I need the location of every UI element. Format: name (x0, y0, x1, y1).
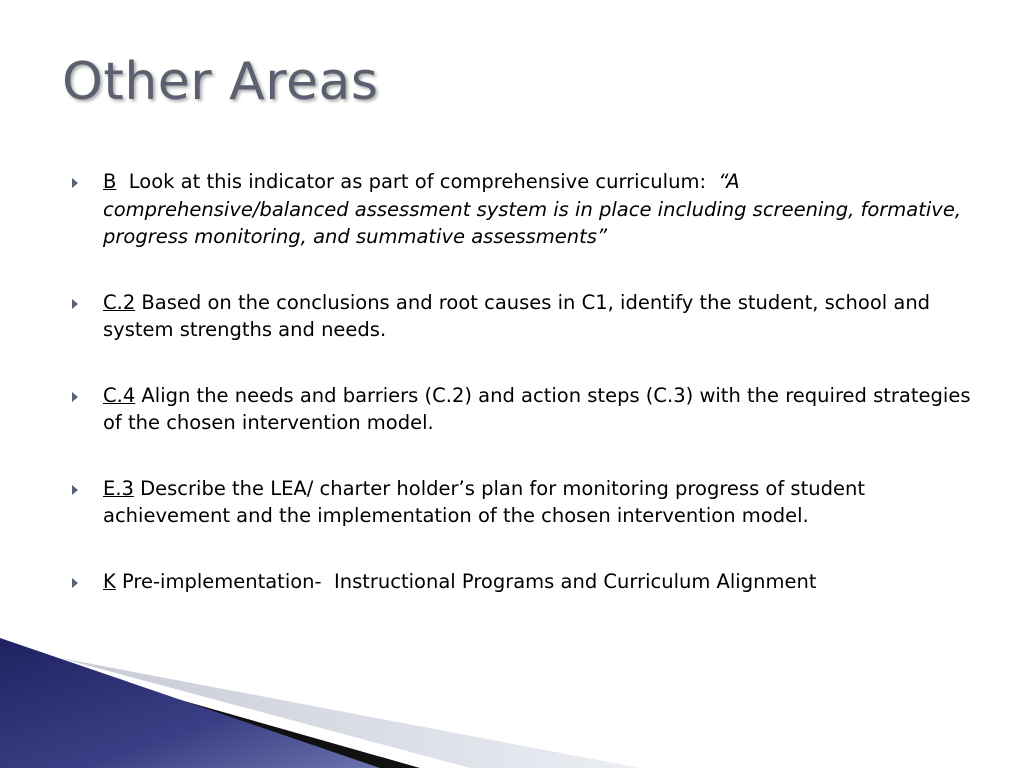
triangle-bullet-icon (72, 485, 78, 495)
bullet-code: E.3 (103, 476, 134, 500)
triangle-bullet-icon (72, 299, 78, 309)
triangle-bullet-icon (72, 392, 78, 402)
bullet-item-c4 (72, 382, 972, 437)
bullet-list (72, 168, 972, 633)
bullet-text: Based on the conclusions and root causes in C1, identify the student, school and system strengths and needs. (103, 290, 931, 341)
bullet-code: C.4 (103, 383, 136, 407)
bullet-text: Look at this indicator as part of comprehensive curriculum: (116, 170, 719, 193)
bullet-text: Describe the LEA/ charter holder’s plan for monitoring progress of student achievement and the implementation of the chosen intervention model. (103, 476, 865, 527)
bullet-item-b (72, 168, 972, 251)
triangle-bullet-icon (72, 578, 78, 588)
bullet-code: K (103, 569, 116, 593)
triangle-bullet-icon (72, 178, 78, 188)
bullet-quote: “A comprehensive/balanced assessment system is in place including screening, formative, progress monitoring, and summative assessments” (103, 170, 962, 248)
bullet-item-c2 (72, 289, 972, 344)
bullet-item-k (72, 568, 972, 596)
bullet-code: C.2 (103, 290, 136, 314)
bullet-item-e3 (72, 475, 972, 530)
bullet-code: B (103, 170, 117, 193)
bullet-text: Pre-implementation- Instructional Programs and Curriculum Alignment (115, 569, 817, 593)
decor-navy-wedge (0, 638, 380, 768)
corner-decoration (0, 638, 1024, 768)
bullet-text: Align the needs and barriers (C.2) and action steps (C.3) with the required strategies of the chosen intervention model. (103, 383, 971, 434)
slide-title: Other Areas (62, 52, 379, 112)
